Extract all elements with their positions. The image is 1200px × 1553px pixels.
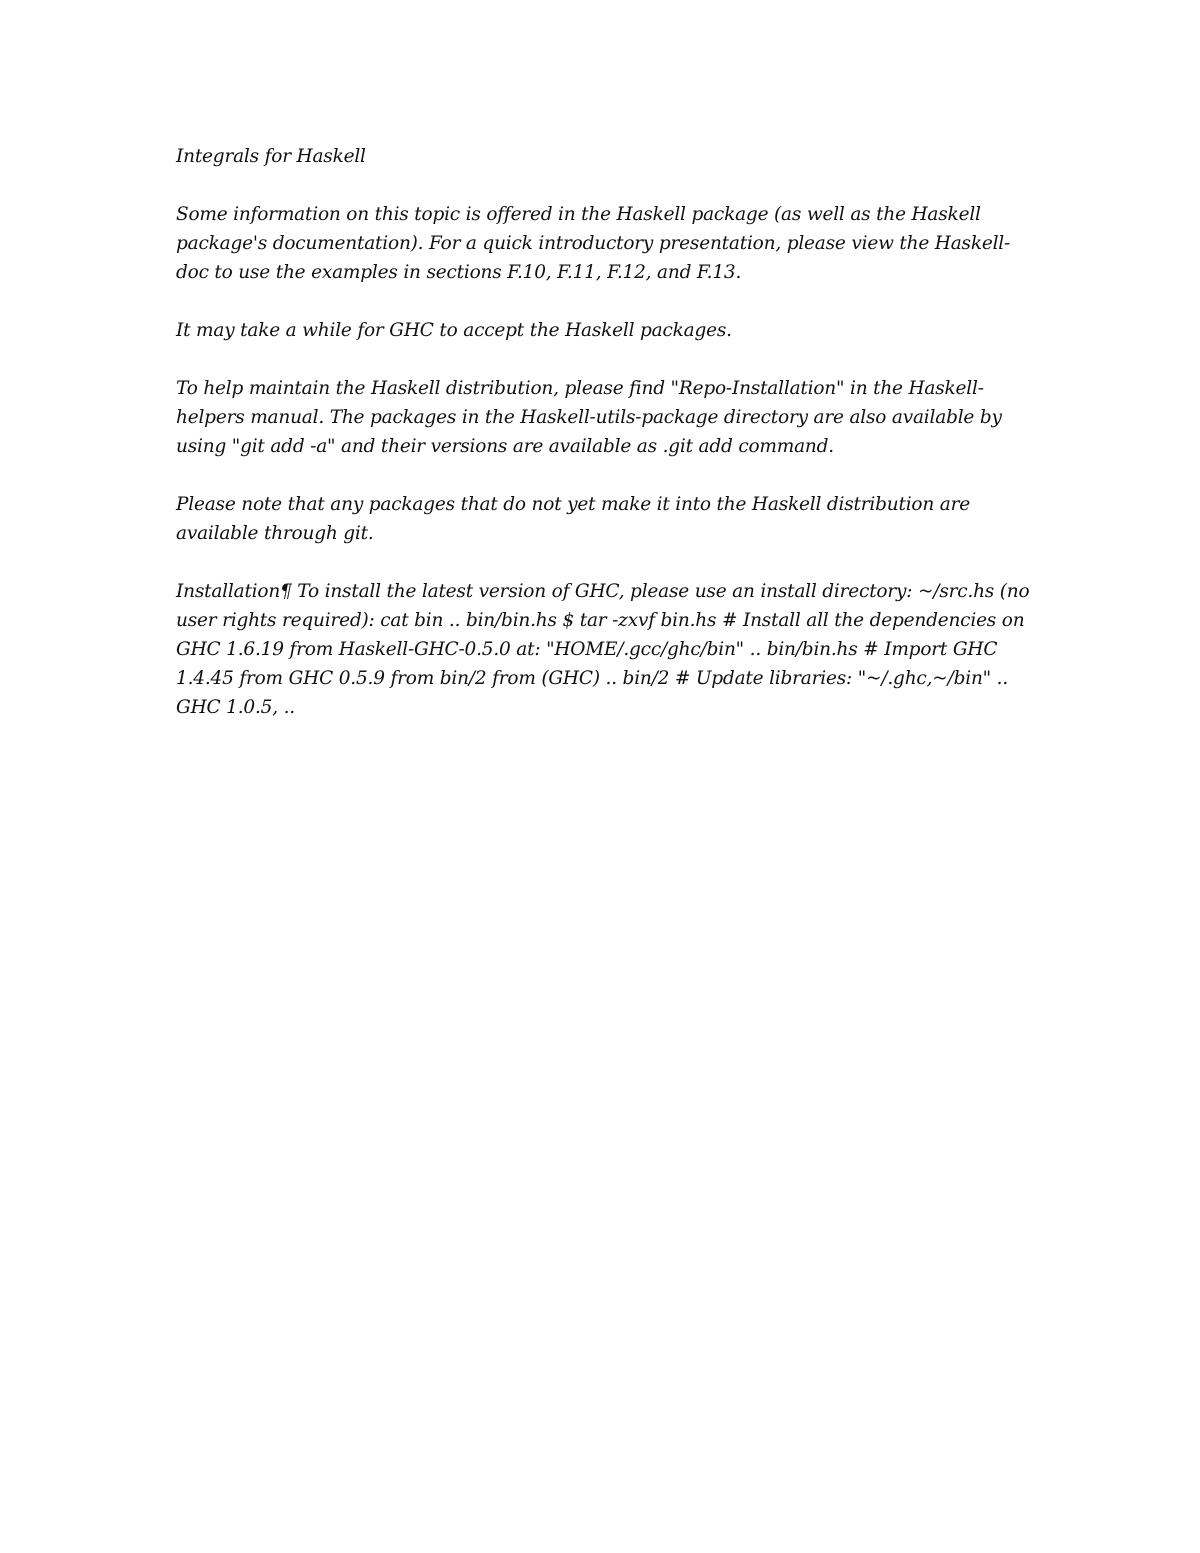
paragraph-git-note: Please note that any packages that do not yet make it into the Haskell distribution are available through git. [176, 494, 970, 544]
document-title: Integrals for Haskell [176, 146, 366, 167]
paragraph-distribution: To help maintain the Haskell distribution, please find "Repo-Installation" in the Haskell-helpers manual. The packages in the Haskell-utils-package directory are also available by using "git add -a" and their versions are available as .git add command. [176, 378, 1002, 457]
paragraph-intro: Some information on this topic is offered in the Haskell package (as well as the Haskell package's documentation). For a quick introductory presentation, please view the Haskell-doc to use the examples in sections F.10, F.11, F.12, and F.13. [176, 204, 1011, 283]
document-body [176, 142, 1036, 751]
paragraph-ghc-accept: It may take a while for GHC to accept the Haskell packages. [176, 320, 732, 341]
paragraph-installation: Installation¶ To install the latest version of GHC, please use an install directory: ~/src.hs (no user rights required): cat bin .. bin/bin.hs $ tar -zxvf bin.hs # Install all the dependencies on GHC 1.6.19 from Haskell-GHC-0.5.0 at: "HOME/.gcc/ghc/bin" .. bin/bin.hs # Import GHC 1.4.45 from GHC 0.5.9 from bin/2 from (GHC) .. bin/2 # Update libraries: "~/.ghc,~/bin" .. GHC 1.0.5, .. [176, 581, 1030, 718]
